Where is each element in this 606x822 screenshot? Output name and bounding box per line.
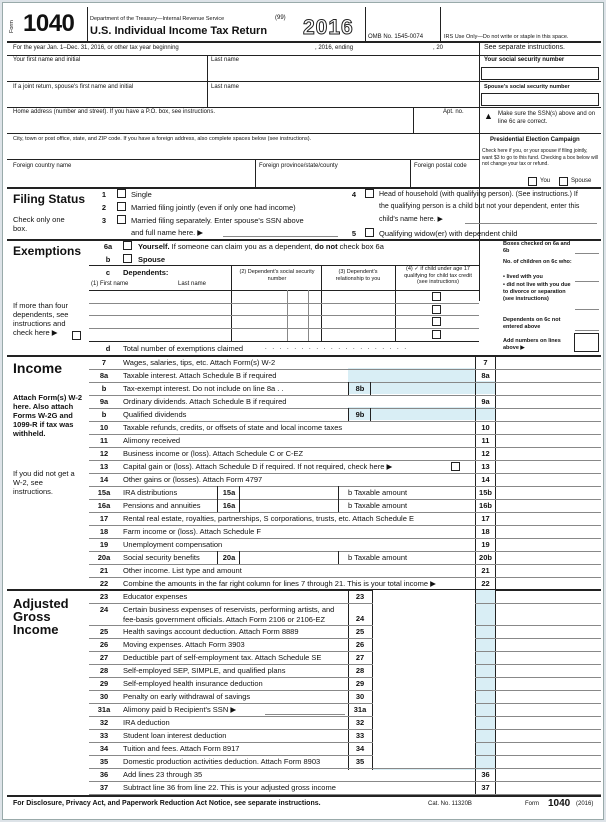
capital-gain-checkbox[interactable] [451,462,460,471]
income-inner-line-num: 16a [222,501,236,510]
income-line-num: 7 [101,358,107,367]
income-inner-line-num: 15a [222,488,236,497]
income-line-num: 21 [99,566,109,575]
filing-option-num: 4 [351,190,357,199]
agi-amount-field[interactable] [373,755,475,768]
income-line-num: 14 [99,475,109,484]
line-6a-num: 6a [103,242,113,251]
agi-amount-field[interactable] [373,651,475,664]
agi-line-num: 33 [99,731,109,740]
income-right-line-num: 16b [479,501,492,510]
income-line-text: Capital gain or (loss). Attach Schedule D if required. If not required, check here ▶ [123,462,393,471]
agi-inner-line-num: 25 [355,627,365,636]
col-first-name: (1) First name [91,281,129,287]
income-line-text: Tax-exempt interest. Do not include on line 8a . . [123,384,284,393]
income-line-num: 19 [99,540,109,549]
mfs-checkbox[interactable] [117,215,126,224]
children-label: No. of children on 6c who: [503,259,572,265]
income-amount-field[interactable] [496,460,600,473]
foreign-country-label: Foreign country name [13,163,72,169]
omb-number: OMB No. 1545-0074 [368,34,424,40]
city-label: City, town or post office, state, and ZIP code. If you have a foreign address, also complete spaces below (see instructions). [13,136,312,142]
agi-total-field[interactable] [496,781,600,794]
agi-amount-field[interactable] [373,690,475,703]
agi-amount-field[interactable] [373,638,475,651]
filing-option-num: 3 [101,216,107,225]
add-numbers-label: Add numbers on lines above ▶ [503,338,561,351]
agi-right-line-num: 36 [481,770,490,779]
income-inner-line-num: 8b [355,384,365,393]
agi-inner-line-num: 31a [353,705,367,714]
income-right-line-num: 7 [483,358,488,367]
tax-year: 2016 [303,16,354,39]
agi-line-text: Subtract line 36 from line 22. This is your adjusted gross income [123,783,336,792]
income-amount-field[interactable] [496,395,600,408]
agi-line-text: IRA deduction [123,718,170,727]
form-1040-page [2,2,604,820]
dependent-3-checkbox[interactable] [432,317,441,326]
footer-year: (2016) [576,801,594,807]
agi-amount-field[interactable] [373,677,475,690]
agi-amount-field[interactable] [373,742,475,755]
yourself-line: Yourself. If someone can claim you as a dependent, do not check box 6a [138,242,384,251]
income-amount-field[interactable] [496,551,600,564]
income-line-text: IRA distributions [123,488,178,497]
agi-amount-field[interactable] [373,625,475,638]
income-inner-amount-field[interactable] [240,499,336,512]
dot-leader: . . . . . . . . . . . . . . . . . . . . [265,345,409,351]
agi-line-text: Self-employed health insurance deduction [123,679,263,688]
agi-line-num: 29 [99,679,109,688]
income-line-text: Other gains or (losses). Attach Form 4797 [123,475,263,484]
dependent-1-checkbox[interactable] [432,292,441,301]
agi-amount-field[interactable] [373,729,475,742]
agi-line-num: 32 [99,718,109,727]
income-amount-field[interactable] [496,356,600,369]
agi-amount-field[interactable] [373,716,475,729]
pec-you-label: You [540,178,551,184]
agi-title: Adjusted Gross Income [13,596,69,637]
income-attach-note: Attach Form(s) W-2 here. Also attach Forms W-2G and 1099-R if tax was withheld. [13,393,83,438]
income-line-num: 10 [99,423,109,432]
pec-spouse-checkbox[interactable] [559,177,568,186]
hoh-label: Head of household (with qualifying person). (See instructions.) If [379,191,578,198]
agi-line-num: 34 [99,744,109,753]
ssn-input[interactable] [481,67,599,80]
year-line-20: , 20 [433,45,444,51]
income-line-text: Rental real estate, royalties, partnerships, S corporations, trusts, etc. Attach Schedule E [123,514,414,523]
irs-use-only: IRS Use Only—Do not write or staple in this space. [444,34,569,40]
income-line-num: 22 [99,579,109,588]
income-right-line-num: 11 [481,436,490,445]
income-line-text: Taxable interest. Attach Schedule B if required [123,371,277,380]
agi-line-text: Alimony paid b Recipient's SSN ▶ [123,705,237,714]
dependent-2-checkbox[interactable] [432,305,441,314]
see-instructions: See separate instructions. [484,44,565,51]
form-title: U.S. Individual Income Tax Return [90,25,268,37]
foreign-postal-label: Foreign postal code [414,163,467,169]
spouse-ssn-label: Spouse's social security number [484,84,570,90]
income-right-line-num: 9a [481,397,490,406]
income-inner-amount-field[interactable] [371,408,475,421]
boxes-checked-label: Boxes checked on 6a and 6b [503,241,571,254]
agi-total-field[interactable] [496,768,600,781]
hoh-checkbox[interactable] [365,189,374,198]
line-6c-num: c [105,268,111,277]
income-line-text: Wages, salaries, tips, etc. Attach Form(s) W-2 [123,358,276,367]
income-line-text: Farm income or (loss). Attach Schedule F [123,527,261,536]
year-line-ending: , 2016, ending [315,45,354,51]
income-line-num: 9a [99,397,109,406]
agi-inner-line-num: 28 [355,666,365,675]
income-line-text: Social security benefits [123,553,200,562]
yourself-checkbox[interactable] [123,241,132,250]
agi-inner-line-num: 26 [355,640,365,649]
agi-line-num: 30 [99,692,109,701]
income-right-line-num: 10 [481,423,490,432]
total-exemptions-label: Total number of exemptions claimed [123,344,244,353]
agi-amount-field[interactable] [373,703,475,716]
income-line-num: b [101,410,107,419]
income-right-line-num: 14 [481,475,490,484]
taxable-amount-label: b Taxable amount [348,501,408,510]
dependent-4-checkbox[interactable] [432,330,441,339]
income-line-text: Pensions and annuities [123,501,201,510]
ssn-correct-note: Make sure the SSN(s) above and on line 6c are correct. [498,111,596,125]
filing-status-title: Filing Status [13,192,85,206]
agi-inner-line-num: 29 [355,679,365,688]
agi-line-text: Student loan interest deduction [123,731,227,740]
income-line-num: 8a [99,371,109,380]
income-line-num: 12 [99,449,109,458]
income-right-line-num: 15b [479,488,492,497]
income-right-line-num: 12 [481,449,490,458]
foreign-province-label: Foreign province/state/county [259,163,338,169]
income-right-line-num: 19 [481,540,490,549]
form-number: 1040 [23,10,75,37]
first-name-label: Your first name and initial [13,57,81,63]
agi-line-text: Deductible part of self-employment tax. Attach Schedule SE [123,653,322,662]
col-relationship: (3) Dependent's relationship to you [335,269,381,282]
footer-form-label: Form [525,801,539,807]
agi-inner-line-num: 30 [355,692,365,701]
income-line-num: 16a [97,501,111,510]
mfs-label-cont: and full name here. ▶ [131,228,204,237]
agi-amount-field[interactable] [373,590,475,603]
single-label: Single [131,190,152,199]
total-exemptions-box[interactable] [574,333,599,352]
address-label: Home address (number and street). If you have a P.O. box, see instructions. [13,109,215,115]
income-amount-field[interactable] [496,447,600,460]
qw-label: Qualifying widow(er) with dependent child [379,229,518,238]
income-line-num: 13 [99,462,109,471]
arrow-up-icon: ▲ [484,111,493,121]
filing-option-num: 5 [351,229,357,238]
agi-line-num: 27 [99,653,109,662]
income-amount-field[interactable] [496,434,600,447]
income-line-text: Unemployment compensation [123,540,223,549]
income-line-text: Alimony received [123,436,181,445]
filing-status-note: Check only one box. [13,215,65,233]
income-amount-field[interactable] [496,473,600,486]
agi-inner-line-num: 33 [355,731,365,740]
cat-number: Cat. No. 11320B [428,801,472,807]
income-inner-amount-field[interactable] [240,551,336,564]
income-line-num: 18 [99,527,109,536]
agi-right-line-num: 37 [481,783,490,792]
income-amount-field[interactable] [496,538,600,551]
single-checkbox[interactable] [117,189,126,198]
income-line-text: Combine the amounts in the far right column for lines 7 through 21. This is your total income ▶ [123,579,436,588]
agi-line-num: 37 [99,783,109,792]
hoh-label-cont2: child's name here. ▶ [379,216,443,223]
income-right-line-num: 18 [481,527,490,536]
income-right-line-num: 22 [481,579,490,588]
agi-amount-field[interactable] [373,603,475,625]
col-ssn: (2) Dependent's social security number [239,269,315,282]
agi-line-num: 26 [99,640,109,649]
income-right-line-num: 20b [479,553,492,562]
income-amount-field[interactable] [496,369,600,382]
agi-inner-line-num: 23 [355,592,365,601]
department-label: Department of the Treasury—Internal Revenue Service [90,16,225,22]
agi-line-text: Educator expenses [123,592,188,601]
spouse-label: Spouse [138,255,166,264]
pec-spouse-label: Spouse [571,178,592,184]
agi-line-text: Tuition and fees. Attach Form 8917 [123,744,240,753]
income-line-text: Business income or (loss). Attach Schedule C or C-EZ [123,449,304,458]
agi-inner-line-num: 24 [355,614,365,623]
income-title: Income [13,360,63,376]
agi-line-text: Health savings account deduction. Attach Form 8889 [123,627,299,636]
dependents-label: Dependents: [123,268,169,277]
mfj-checkbox[interactable] [117,202,126,211]
income-line-num: 20a [97,553,111,562]
income-right-line-num: 13 [481,462,490,471]
line-6d-num: d [105,344,111,353]
footer-notice: For Disclosure, Privacy Act, and Paperwork Reduction Act Notice, see separate instructions. [13,800,321,807]
mfj-label: Married filing jointly (even if only one had income) [131,203,296,212]
income-inner-line-num: 20a [222,553,236,562]
income-amount-field[interactable] [496,499,600,512]
agi-line-text: Penalty on early withdrawal of savings [123,692,251,701]
hoh-label-cont: the qualifying person is a child but not your dependent, enter this [379,203,580,210]
agi-line-num: 36 [99,770,109,779]
income-inner-line-num: 9b [355,410,365,419]
income-amount-field[interactable] [496,525,600,538]
year-line-start: For the year Jan. 1–Dec. 31, 2016, or other tax year beginning [13,45,179,51]
income-amount-field[interactable] [496,486,600,499]
line-6b-num: b [105,255,111,264]
agi-inner-line-num: 34 [355,744,365,753]
agi-inner-line-num: 27 [355,653,365,662]
income-inner-amount-field[interactable] [371,382,475,395]
agi-line-text: Certain business expenses of reservists, performing artists, and [123,605,335,614]
income-line-text: Ordinary dividends. Attach Schedule B if required [123,397,287,406]
footer-form-number: 1040 [548,798,571,809]
income-line-text: Qualified dividends [123,410,187,419]
income-amount-field[interactable] [496,564,600,577]
form-label: Form [9,20,15,33]
income-no-w2-note: If you did not get a W-2, see instructions. [13,469,75,496]
last-name-label: Last name [211,57,240,63]
income-line-num: 15a [97,488,111,497]
mfs-label: Married filing separately. Enter spouse's SSN above [131,216,304,225]
income-line-text: Other income. List type and amount [123,566,242,575]
apt-label: Apt. no. [443,109,464,115]
filing-option-num: 1 [101,190,107,199]
agi-line-num: 24 [99,605,109,614]
more-dependents-checkbox[interactable] [72,331,81,340]
income-line-num: b [101,384,107,393]
agi-line-num: 31a [97,705,111,714]
col-last-name: Last name [178,281,207,287]
agi-line-text-cont: fee-basis government officials. Attach Form 2106 or 2106-EZ [123,615,326,624]
income-amount-field[interactable] [496,512,600,525]
spouse-ssn-input[interactable] [481,93,599,106]
pec-you-checkbox[interactable] [528,177,537,186]
pec-text: Check here if you, or your spouse if filing jointly, want $3 to go to this fund. Checking a box below will not change your tax or refund. [482,148,598,168]
agi-line-num: 28 [99,666,109,675]
spouse-last-label: Last name [211,84,240,90]
income-inner-amount-field[interactable] [240,486,336,499]
ssn-label: Your social security number [484,57,565,63]
agi-line-text: Moving expenses. Attach Form 3903 [123,640,245,649]
exemptions-title: Exemptions [13,244,82,258]
qw-checkbox[interactable] [365,228,374,237]
income-right-line-num: 21 [481,566,490,575]
agi-line-text: Add lines 23 through 35 [123,770,203,779]
exemptions-side-note: If more than four dependents, see instructions and check here ▶ [13,301,69,337]
spouse-checkbox[interactable] [123,254,132,263]
not-live-label: • did not live with you due to divorce or separation (see instructions) [503,282,571,302]
agi-line-text: Self-employed SEP, SIMPLE, and qualified plans [123,666,286,675]
agi-line-text: Domestic production activities deduction. Attach Form 8903 [123,757,321,766]
agi-amount-field[interactable] [373,664,475,677]
code-label: (99) [275,15,286,21]
taxable-amount-label: b Taxable amount [348,553,408,562]
income-line-num: 11 [100,436,108,445]
spouse-first-label: If a joint return, spouse's first name and initial [13,84,134,90]
agi-line-num: 35 [99,757,109,766]
income-right-line-num: 8a [481,371,490,380]
income-amount-field[interactable] [496,421,600,434]
income-right-line-num: 17 [481,514,490,523]
agi-line-num: 23 [99,592,109,601]
col-child-credit: (4) ✓ if child under age 17 qualifying for child tax credit (see instructions) [404,266,472,285]
income-line-text: Taxable refunds, credits, or offsets of state and local income taxes [123,423,343,432]
filing-option-num: 2 [101,203,107,212]
agi-inner-line-num: 32 [355,718,365,727]
lived-with-label: • lived with you [503,274,543,280]
agi-inner-line-num: 35 [355,757,365,766]
income-line-num: 17 [99,514,109,523]
pec-title: Presidential Election Campaign [490,137,580,143]
agi-line-num: 25 [99,627,109,636]
taxable-amount-label: b Taxable amount [348,488,408,497]
dependents-not-entered-label: Dependents on 6c not entered above [503,317,561,330]
